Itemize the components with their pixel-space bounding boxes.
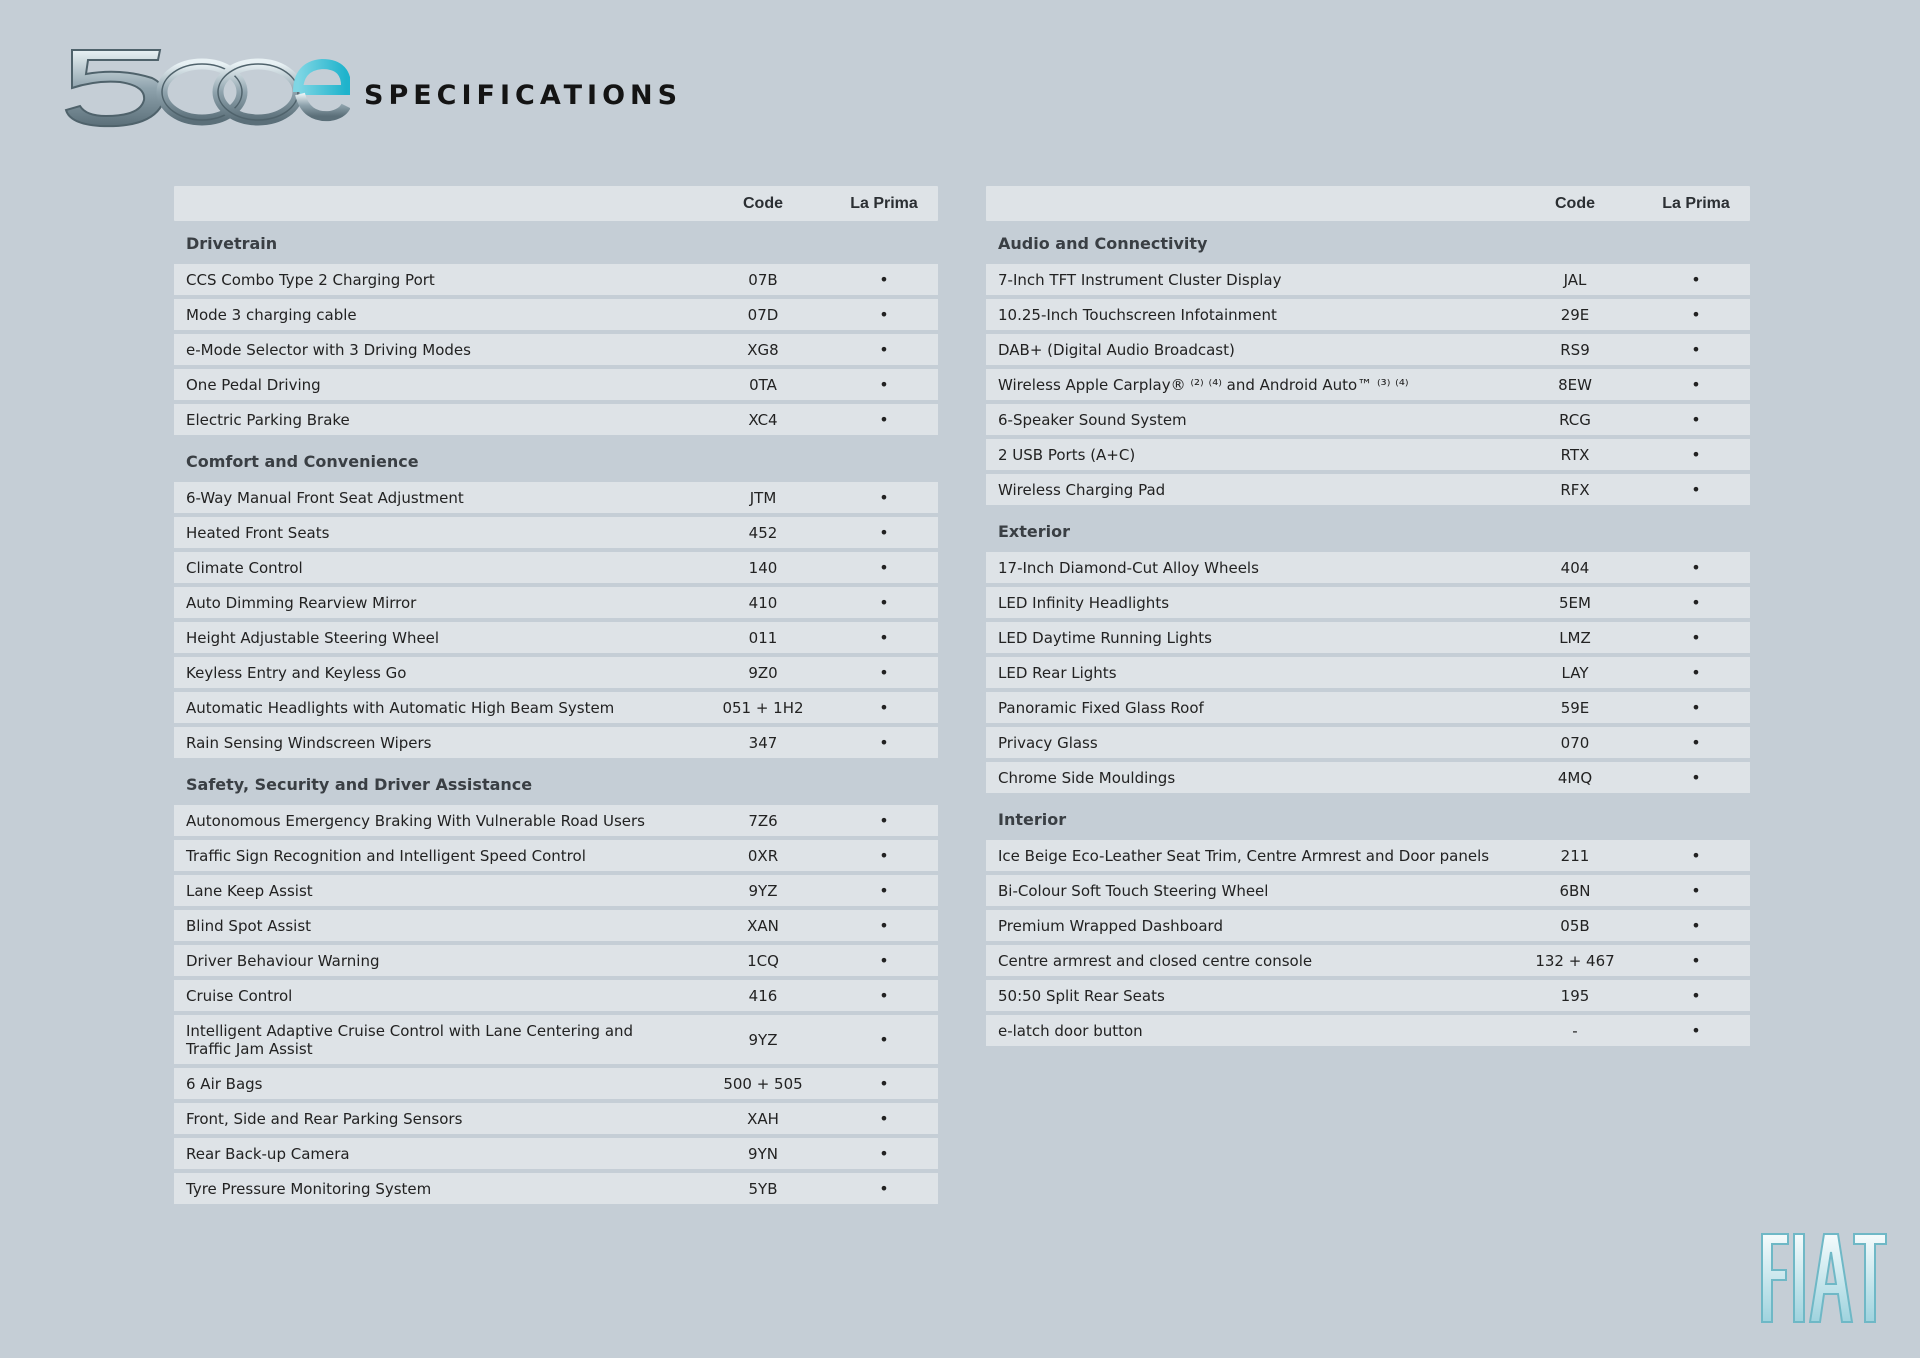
la-prima-bullet: •	[879, 488, 889, 507]
table-row	[986, 439, 1750, 470]
feature-name: Keyless Entry and Keyless Go	[186, 663, 407, 682]
feature-code: 140	[748, 558, 778, 577]
feature-code: 0TA	[749, 375, 777, 394]
la-prima-bullet: •	[879, 340, 889, 359]
section-heading: Interior	[998, 810, 1067, 829]
la-prima-bullet: •	[879, 523, 889, 542]
feature-code: 132 + 467	[1535, 951, 1615, 970]
feature-code: RCG	[1559, 410, 1591, 429]
feature-name: Intelligent Adaptive Cruise Control with Lane Centering and Traffic Jam Assist	[186, 1021, 634, 1058]
feature-name: 17-Inch Diamond-Cut Alloy Wheels	[998, 558, 1259, 577]
la-prima-bullet: •	[1691, 340, 1701, 359]
la-prima-bullet: •	[1691, 663, 1701, 682]
feature-code: LMZ	[1559, 628, 1591, 647]
feature-code: 29E	[1560, 305, 1590, 324]
column-header-code: Code	[743, 194, 783, 212]
la-prima-bullet: •	[1691, 445, 1701, 464]
feature-name: LED Daytime Running Lights	[998, 628, 1212, 647]
table-row	[986, 587, 1750, 618]
feature-name: Driver Behaviour Warning	[186, 951, 380, 970]
column-header-la-prima: La Prima	[850, 194, 918, 212]
table-row	[986, 369, 1750, 400]
feature-code: LAY	[1561, 663, 1589, 682]
la-prima-bullet: •	[1691, 846, 1701, 865]
feature-name: 6 Air Bags	[186, 1074, 263, 1093]
la-prima-bullet: •	[879, 628, 889, 647]
feature-code: 4MQ	[1557, 768, 1593, 787]
feature-name: e-latch door button	[998, 1021, 1143, 1040]
la-prima-bullet: •	[879, 811, 889, 830]
la-prima-bullet: •	[879, 698, 889, 717]
feature-name: LED Rear Lights	[998, 663, 1117, 682]
feature-name: Privacy Glass	[998, 733, 1098, 752]
feature-name: Height Adjustable Steering Wheel	[186, 628, 440, 647]
table-row	[174, 1068, 938, 1099]
feature-code: 410	[748, 593, 778, 612]
feature-name: e-Mode Selector with 3 Driving Modes	[186, 340, 471, 359]
feature-code: 070	[1560, 733, 1590, 752]
feature-code: 07D	[747, 305, 779, 324]
feature-name: Auto Dimming Rearview Mirror	[186, 593, 417, 612]
feature-code: 051 + 1H2	[722, 698, 804, 717]
la-prima-bullet: •	[879, 733, 889, 752]
la-prima-bullet: •	[1691, 628, 1701, 647]
la-prima-bullet: •	[1691, 951, 1701, 970]
feature-code: 9YZ	[748, 881, 778, 900]
feature-code: 0XR	[747, 846, 779, 865]
feature-name: 10.25-Inch Touchscreen Infotainment	[998, 305, 1277, 324]
table-row	[986, 622, 1750, 653]
feature-code: 8EW	[1558, 375, 1592, 394]
table-row	[986, 980, 1750, 1011]
feature-name: Traffic Sign Recognition and Intelligent Speed Control	[186, 846, 586, 865]
feature-code: RS9	[1560, 340, 1590, 359]
feature-code: 452	[748, 523, 778, 542]
table-row	[986, 264, 1750, 295]
table-row	[986, 945, 1750, 976]
table-row	[174, 369, 938, 400]
table-row	[174, 910, 938, 941]
la-prima-bullet: •	[879, 1030, 889, 1049]
feature-name: 7-Inch TFT Instrument Cluster Display	[998, 270, 1282, 289]
feature-code: RTX	[1560, 445, 1590, 464]
feature-name: 6-Speaker Sound System	[998, 410, 1187, 429]
la-prima-bullet: •	[879, 305, 889, 324]
la-prima-bullet: •	[879, 1144, 889, 1163]
feature-name: LED Infinity Headlights	[998, 593, 1170, 612]
feature-code: 5YB	[748, 1179, 778, 1198]
table-row	[986, 692, 1750, 723]
feature-code: 07B	[748, 270, 778, 289]
table-row	[174, 805, 938, 836]
table-row	[986, 552, 1750, 583]
table-row	[174, 552, 938, 583]
feature-code: 347	[748, 733, 778, 752]
feature-name: 2 USB Ports (A+C)	[998, 445, 1136, 464]
la-prima-bullet: •	[1691, 558, 1701, 577]
table-row	[986, 840, 1750, 871]
feature-name: DAB+ (Digital Audio Broadcast)	[998, 340, 1235, 359]
table-row	[986, 1015, 1750, 1046]
section-heading: Exterior	[998, 522, 1071, 541]
feature-name: Centre armrest and closed centre console	[998, 951, 1313, 970]
la-prima-bullet: •	[879, 881, 889, 900]
table-row	[174, 622, 938, 653]
la-prima-bullet: •	[1691, 270, 1701, 289]
table-row	[174, 980, 938, 1011]
feature-name: Blind Spot Assist	[186, 916, 312, 935]
table-row	[174, 334, 938, 365]
feature-name: Chrome Side Mouldings	[998, 768, 1176, 787]
feature-code: JTM	[749, 488, 777, 507]
feature-code: -	[1572, 1021, 1578, 1040]
section-heading: Drivetrain	[186, 234, 278, 253]
column-header-la-prima: La Prima	[1662, 194, 1730, 212]
feature-name: Lane Keep Assist	[186, 881, 313, 900]
feature-name: Front, Side and Rear Parking Sensors	[186, 1109, 463, 1128]
feature-code: 7Z6	[748, 811, 778, 830]
table-row	[174, 1138, 938, 1169]
feature-name: 6-Way Manual Front Seat Adjustment	[186, 488, 464, 507]
table-header	[986, 186, 1750, 221]
feature-code: 9YN	[748, 1144, 778, 1163]
table-row	[986, 334, 1750, 365]
feature-code: XAN	[747, 916, 779, 935]
500e-logo	[60, 44, 350, 136]
feature-code: 1CQ	[747, 951, 779, 970]
table-row	[986, 727, 1750, 758]
table-row	[174, 299, 938, 330]
table-row	[174, 1015, 938, 1064]
table-header	[174, 186, 938, 221]
feature-code: 5EM	[1559, 593, 1591, 612]
feature-code: XG8	[747, 340, 779, 359]
feature-name: Climate Control	[186, 558, 303, 577]
la-prima-bullet: •	[1691, 733, 1701, 752]
feature-name: Automatic Headlights with Automatic High Beam System	[186, 698, 615, 717]
column-header-code: Code	[1555, 194, 1595, 212]
la-prima-bullet: •	[879, 986, 889, 1005]
feature-name: Heated Front Seats	[186, 523, 330, 542]
la-prima-bullet: •	[879, 375, 889, 394]
fiat-logo	[1758, 1228, 1888, 1328]
table-row	[174, 727, 938, 758]
table-row	[174, 587, 938, 618]
la-prima-bullet: •	[879, 270, 889, 289]
la-prima-bullet: •	[879, 663, 889, 682]
la-prima-bullet: •	[1691, 916, 1701, 935]
feature-name: Mode 3 charging cable	[186, 305, 357, 324]
table-row	[174, 692, 938, 723]
la-prima-bullet: •	[1691, 305, 1701, 324]
table-row	[986, 299, 1750, 330]
la-prima-bullet: •	[1691, 986, 1701, 1005]
la-prima-bullet: •	[1691, 480, 1701, 499]
table-row	[986, 657, 1750, 688]
table-row	[174, 517, 938, 548]
feature-code: 9Z0	[748, 663, 778, 682]
section-heading: Audio and Connectivity	[998, 234, 1208, 253]
feature-code: 59E	[1560, 698, 1590, 717]
table-row	[174, 404, 938, 435]
page-title: SPECIFICATIONS	[364, 80, 683, 111]
feature-name: Bi-Colour Soft Touch Steering Wheel	[998, 881, 1269, 900]
feature-name: Premium Wrapped Dashboard	[998, 916, 1223, 935]
feature-code: RFX	[1560, 480, 1590, 499]
la-prima-bullet: •	[1691, 881, 1701, 900]
feature-code: 404	[1560, 558, 1590, 577]
la-prima-bullet: •	[879, 1074, 889, 1093]
feature-code: JAL	[1563, 270, 1587, 289]
table-row	[986, 404, 1750, 435]
table-row	[986, 762, 1750, 793]
feature-code: XAH	[747, 1109, 779, 1128]
feature-name: Tyre Pressure Monitoring System	[186, 1179, 432, 1198]
la-prima-bullet: •	[879, 846, 889, 865]
feature-name: Ice Beige Eco-Leather Seat Trim, Centre Armrest and Door panels	[998, 846, 1490, 865]
feature-code: XC4	[748, 410, 778, 429]
feature-name: Panoramic Fixed Glass Roof	[998, 698, 1204, 717]
feature-name: Wireless Charging Pad	[998, 480, 1166, 499]
feature-name: Autonomous Emergency Braking With Vulnerable Road Users	[186, 811, 645, 830]
spec-table-right	[986, 186, 1750, 1050]
la-prima-bullet: •	[1691, 375, 1701, 394]
la-prima-bullet: •	[879, 410, 889, 429]
spec-table-left	[174, 186, 938, 1208]
la-prima-bullet: •	[879, 1179, 889, 1198]
feature-code: 500 + 505	[723, 1074, 803, 1093]
feature-name: Rear Back-up Camera	[186, 1144, 350, 1163]
table-row	[174, 657, 938, 688]
section-heading: Comfort and Convenience	[186, 452, 419, 471]
la-prima-bullet: •	[879, 916, 889, 935]
feature-code: 05B	[1560, 916, 1590, 935]
table-row	[986, 875, 1750, 906]
table-row	[986, 474, 1750, 505]
table-row	[174, 945, 938, 976]
la-prima-bullet: •	[879, 1109, 889, 1128]
la-prima-bullet: •	[1691, 768, 1701, 787]
feature-code: 195	[1560, 986, 1590, 1005]
table-row	[174, 840, 938, 871]
table-row	[174, 482, 938, 513]
la-prima-bullet: •	[1691, 410, 1701, 429]
la-prima-bullet: •	[879, 558, 889, 577]
feature-name: Wireless Apple Carplay® ⁽²⁾ ⁽⁴⁾ and Android Auto™ ⁽³⁾ ⁽⁴⁾	[998, 375, 1409, 394]
la-prima-bullet: •	[1691, 1021, 1701, 1040]
la-prima-bullet: •	[879, 593, 889, 612]
table-row	[174, 264, 938, 295]
feature-code: 211	[1560, 846, 1590, 865]
feature-name: 50:50 Split Rear Seats	[998, 986, 1165, 1005]
la-prima-bullet: •	[879, 951, 889, 970]
section-heading: Safety, Security and Driver Assistance	[186, 775, 533, 794]
table-row	[986, 910, 1750, 941]
feature-code: 9YZ	[748, 1030, 778, 1049]
feature-name: Electric Parking Brake	[186, 410, 350, 429]
feature-name: Rain Sensing Windscreen Wipers	[186, 733, 432, 752]
feature-name: One Pedal Driving	[186, 375, 321, 394]
feature-name: Cruise Control	[186, 986, 293, 1005]
feature-code: 011	[748, 628, 778, 647]
table-row	[174, 1173, 938, 1204]
feature-code: 416	[748, 986, 778, 1005]
feature-name: CCS Combo Type 2 Charging Port	[186, 270, 435, 289]
feature-code: 6BN	[1559, 881, 1591, 900]
la-prima-bullet: •	[1691, 593, 1701, 612]
la-prima-bullet: •	[1691, 698, 1701, 717]
table-row	[174, 875, 938, 906]
table-row	[174, 1103, 938, 1134]
